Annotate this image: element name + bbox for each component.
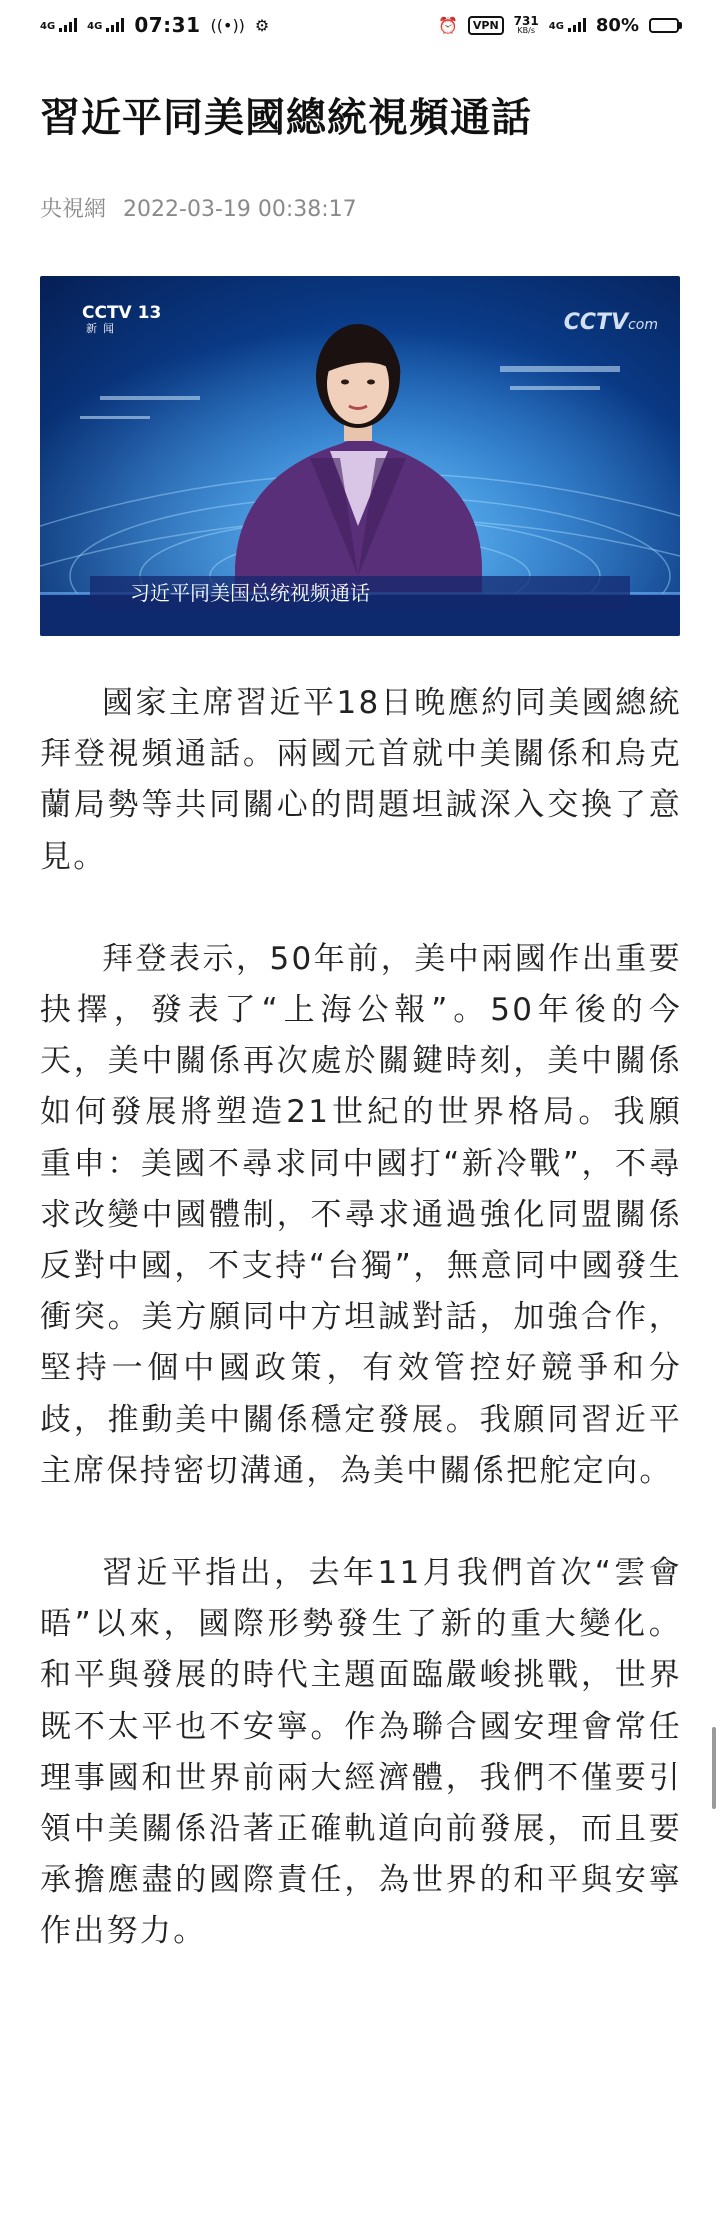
signal-icon-3 <box>549 18 586 32</box>
vpn-badge: VPN <box>468 16 504 35</box>
network-type: 4G <box>40 21 56 32</box>
site-logo <box>564 310 658 335</box>
site-logo-suffix: com <box>628 317 658 333</box>
channel-logo <box>82 304 161 335</box>
channel-logo-sub: 新闻 <box>86 321 120 335</box>
article-body <box>40 678 682 2009</box>
battery-icon <box>649 18 682 33</box>
video-caption: 习近平同美国总统视频通话 <box>90 576 630 610</box>
network-speed <box>514 15 539 35</box>
status-bar <box>0 0 720 50</box>
article-image[interactable] <box>40 276 680 636</box>
settings-gear-icon: ⚙ <box>254 15 270 35</box>
paragraph: 習近平指出，去年11月我們首次“雲會晤”以來，國際形勢發生了新的重大變化。和平與發展的時代主題面臨嚴峻挑戰，世界既不太平也不安寧。作為聯合國安理會常任理事國和世界前兩大經濟體，我們不僅要引領中美關係沿著正確軌道向前發展，而且要承擔應盡的國際責任，為世界的和平與安寧作出努力。 <box>40 1555 682 1950</box>
page-title: 習近平同美國總統視頻通話 <box>40 95 532 141</box>
network-type-3: 4G <box>548 21 564 32</box>
status-time: 07:31 <box>134 13 201 37</box>
site-logo-text: CCTV <box>563 310 629 335</box>
signal-icon <box>40 18 77 32</box>
article-source: 央視網 <box>40 197 107 222</box>
alarm-clock-icon: ⏰ <box>437 15 458 35</box>
scrollbar-thumb[interactable] <box>712 1727 716 1809</box>
battery-percent: 80% <box>595 14 639 36</box>
article-meta <box>40 192 357 223</box>
channel-logo-text: CCTV 13 <box>82 303 162 323</box>
network-type-2: 4G <box>87 21 103 32</box>
network-speed-unit: KB/s <box>517 26 535 35</box>
signal-icon-2 <box>87 18 124 32</box>
paragraph: 國家主席習近平18日晚應約同美國總統拜登視頻通話。兩國元首就中美關係和烏克蘭局勢等共同關心的問題坦誠深入交換了意見。 <box>40 685 682 875</box>
paragraph: 拜登表示，50年前，美中兩國作出重要抉擇，發表了“上海公報”。50年後的今天，美中關係再次處於關鍵時刻，美中關係如何發展將塑造21世紀的世界格局。我願重申：美國不尋求同中國打“新冷戰”，不尋求改變中國體制，不尋求通過強化同盟關係反對中國，不支持“台獨”，無意同中國發生衝突。美方願同中方坦誠對話，加強合作，堅持一個中國政策，有效管控好競爭和分歧，推動美中關係穩定發展。我願同習近平主席保持密切溝通，為美中關係把舵定向。 <box>40 940 682 1489</box>
network-speed-value: 731 <box>513 14 539 28</box>
hotspot-icon: ((•)) <box>210 15 245 35</box>
article-datetime: 2022-03-19 00:38:17 <box>123 197 357 222</box>
